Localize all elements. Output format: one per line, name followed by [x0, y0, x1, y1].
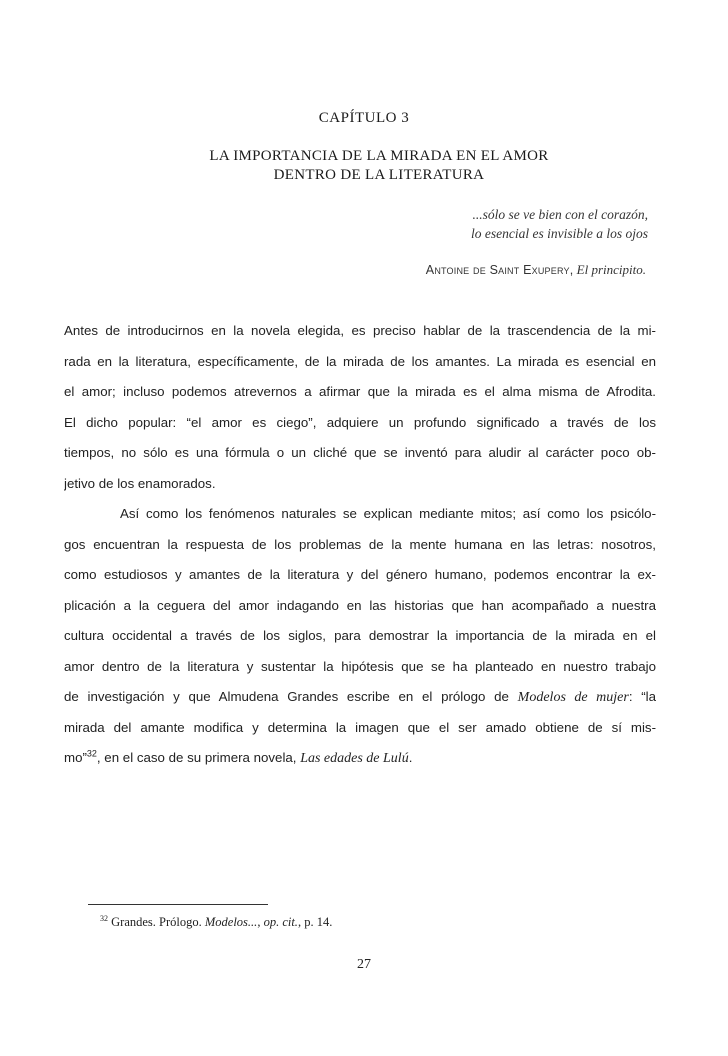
chapter-title-line-1: LA IMPORTANCIA DE LA MIRADA EN EL AMOR: [209, 148, 549, 164]
paragraph-1-line: rada en la literatura, específicamente, de la mirada de los amantes. La mirada es esencial en: [64, 353, 656, 369]
footnote-number: 32: [100, 914, 108, 923]
book-title: Modelos de mujer: [517, 690, 629, 705]
paragraph-1-line: tiempos, no sólo es una fórmula o un cliché que se inventó para aludir al carácter poco ob-: [64, 445, 656, 460]
paragraph-2-line: [64, 743, 656, 774]
epigraph-attribution: [246, 262, 646, 278]
attribution-separator: ,: [569, 263, 577, 277]
paragraph-2-line: como estudiosos y amantes de la literatura y del género humano, podemos encontrar la ex-: [64, 567, 656, 582]
epigraph-line-2: lo esencial es invisible a los ojos: [471, 226, 648, 241]
paragraph-2-line: gos encuentran la respuesta de los problemas de la mente humana en las letras: nosotros,: [64, 536, 656, 552]
line-text: mo”: [64, 750, 87, 765]
page-number: 27: [357, 957, 371, 972]
paragraph-2-line: cultura occidental a través de los siglos, para demostrar la importancia de la mirada en el: [64, 628, 656, 643]
body-text: [64, 316, 656, 774]
footnote-reference: 32: [86, 748, 97, 759]
epigraph-work: El principito.: [576, 262, 646, 277]
line-text: : “la: [628, 689, 656, 704]
chapter-title: [0, 147, 728, 185]
line-text: .: [408, 750, 413, 765]
paragraph-2-line: Así como los fenómenos naturales se explican mediante mitos; así como los psicólo-: [120, 506, 656, 521]
line-text: de investigación y que Almudena Grandes escribe en el prólogo de: [64, 689, 518, 704]
epigraph-line-1: ...sólo se ve bien con el corazón,: [472, 207, 648, 222]
footnote-italic: Modelos...: [204, 915, 258, 930]
footnote-italic: op. cit.: [263, 915, 298, 930]
paragraph-1-line: el amor; incluso podemos atrevernos a afirmar que la mirada es el alma misma de Afrodita.: [64, 384, 656, 399]
footnote-text: , p. 14.: [297, 915, 333, 930]
footnote-text: ,: [257, 915, 264, 930]
paragraph-2-line: mirada del amante modifica y determina la imagen que el ser amado obtiene de sí mis-: [64, 719, 656, 735]
footnote-divider: [88, 904, 268, 905]
chapter-title-line-2: DENTRO DE LA LITERATURA: [273, 167, 485, 183]
footnote-text: Grandes. Prólogo.: [108, 915, 205, 930]
paragraph-2-line: [64, 682, 656, 713]
paragraph-2-line: plicación a la ceguera del amor indagando en las historias que han acompañado a nuestra: [64, 597, 656, 613]
epigraph-author: Antoine de Saint Exupery: [425, 263, 570, 277]
footnote: [100, 914, 332, 930]
paragraph-1-line: El dicho popular: “el amor es ciego”, adquiere un profundo significado a través de los: [64, 414, 656, 430]
paragraph-1-line: Antes de introducirnos en la novela elegida, es preciso hablar de la trascendencia de la mi-: [64, 323, 656, 338]
line-text: , en el caso de su primera novela,: [96, 750, 301, 765]
epigraph: [288, 205, 648, 243]
paragraph-1-line: jetivo de los enamorados.: [64, 475, 216, 491]
paragraph-2-line: amor dentro de la literatura y sustentar la hipótesis que se ha planteado en nuestro trabajo: [64, 658, 656, 674]
chapter-heading: CAPÍTULO 3: [318, 110, 410, 126]
book-title: Las edades de Lulú: [300, 751, 409, 766]
